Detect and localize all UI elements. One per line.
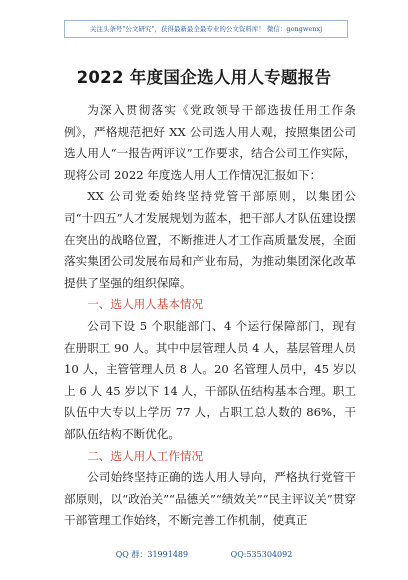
intro-paragraph: 为深入贯彻落实《党政领导干部选拔任用工作条例》，严格规范把好 XX 公司选人用人观，按照集团公司选人用人“一报告两评议”工作要求，结合公司工作实际，现将公司 2022 年度选人用人工作情况汇报如下： — [64, 103, 356, 182]
section-1-paragraph: 公司下设 5 个职能部门、4 个运行保障部门，现有在册职工 90 人。其中中层管理人员 4 人，基层管理人员 10 人，主管管理人员 8 人。20 名管理人员中，45 岁以上 6 人 45 岁以下 14 人，干部队伍结构基本合理。职工队伍中大专以上学历 77 人，占职工总人数的 86%，干部队伍结构不断优化。 — [64, 318, 356, 441]
section-2-heading: 二、选人用人工作情况 — [87, 448, 204, 463]
overview-paragraph: XX 公司党委始终坚持党管干部原则，以集团公司“十四五”人才发展规划为蓝本，把干部人才队伍建设摆在突出的战略位置，不断推进人才工作高质量发展，全面落实集团公司发展布局和产业布局，为推动集团深化改革提供了坚强的组织保障。 — [64, 189, 356, 290]
footer-qq: QQ:535304092 — [230, 550, 293, 559]
section-1-heading: 一、选人用人基本情况 — [87, 297, 204, 312]
promo-banner: 关注头条号"公文研究"，获得最新最全最专业的公文资料库！ 微信：gongwenxj — [64, 20, 348, 38]
page-footer — [0, 549, 408, 560]
document-title: 2022 年度国企选人用人专题报告 — [76, 68, 332, 87]
footer-qq-group: QQ 群：31991489 — [115, 550, 189, 559]
section-2-paragraph: 公司始终坚持正确的选人用人导向，严格执行党管干部原则，以“政治关”“品德关”“绩效关”“民主评议关”贯穿干部管理工作始终，不断完善工作机制，使真正 — [64, 470, 356, 528]
document-body — [64, 100, 356, 532]
